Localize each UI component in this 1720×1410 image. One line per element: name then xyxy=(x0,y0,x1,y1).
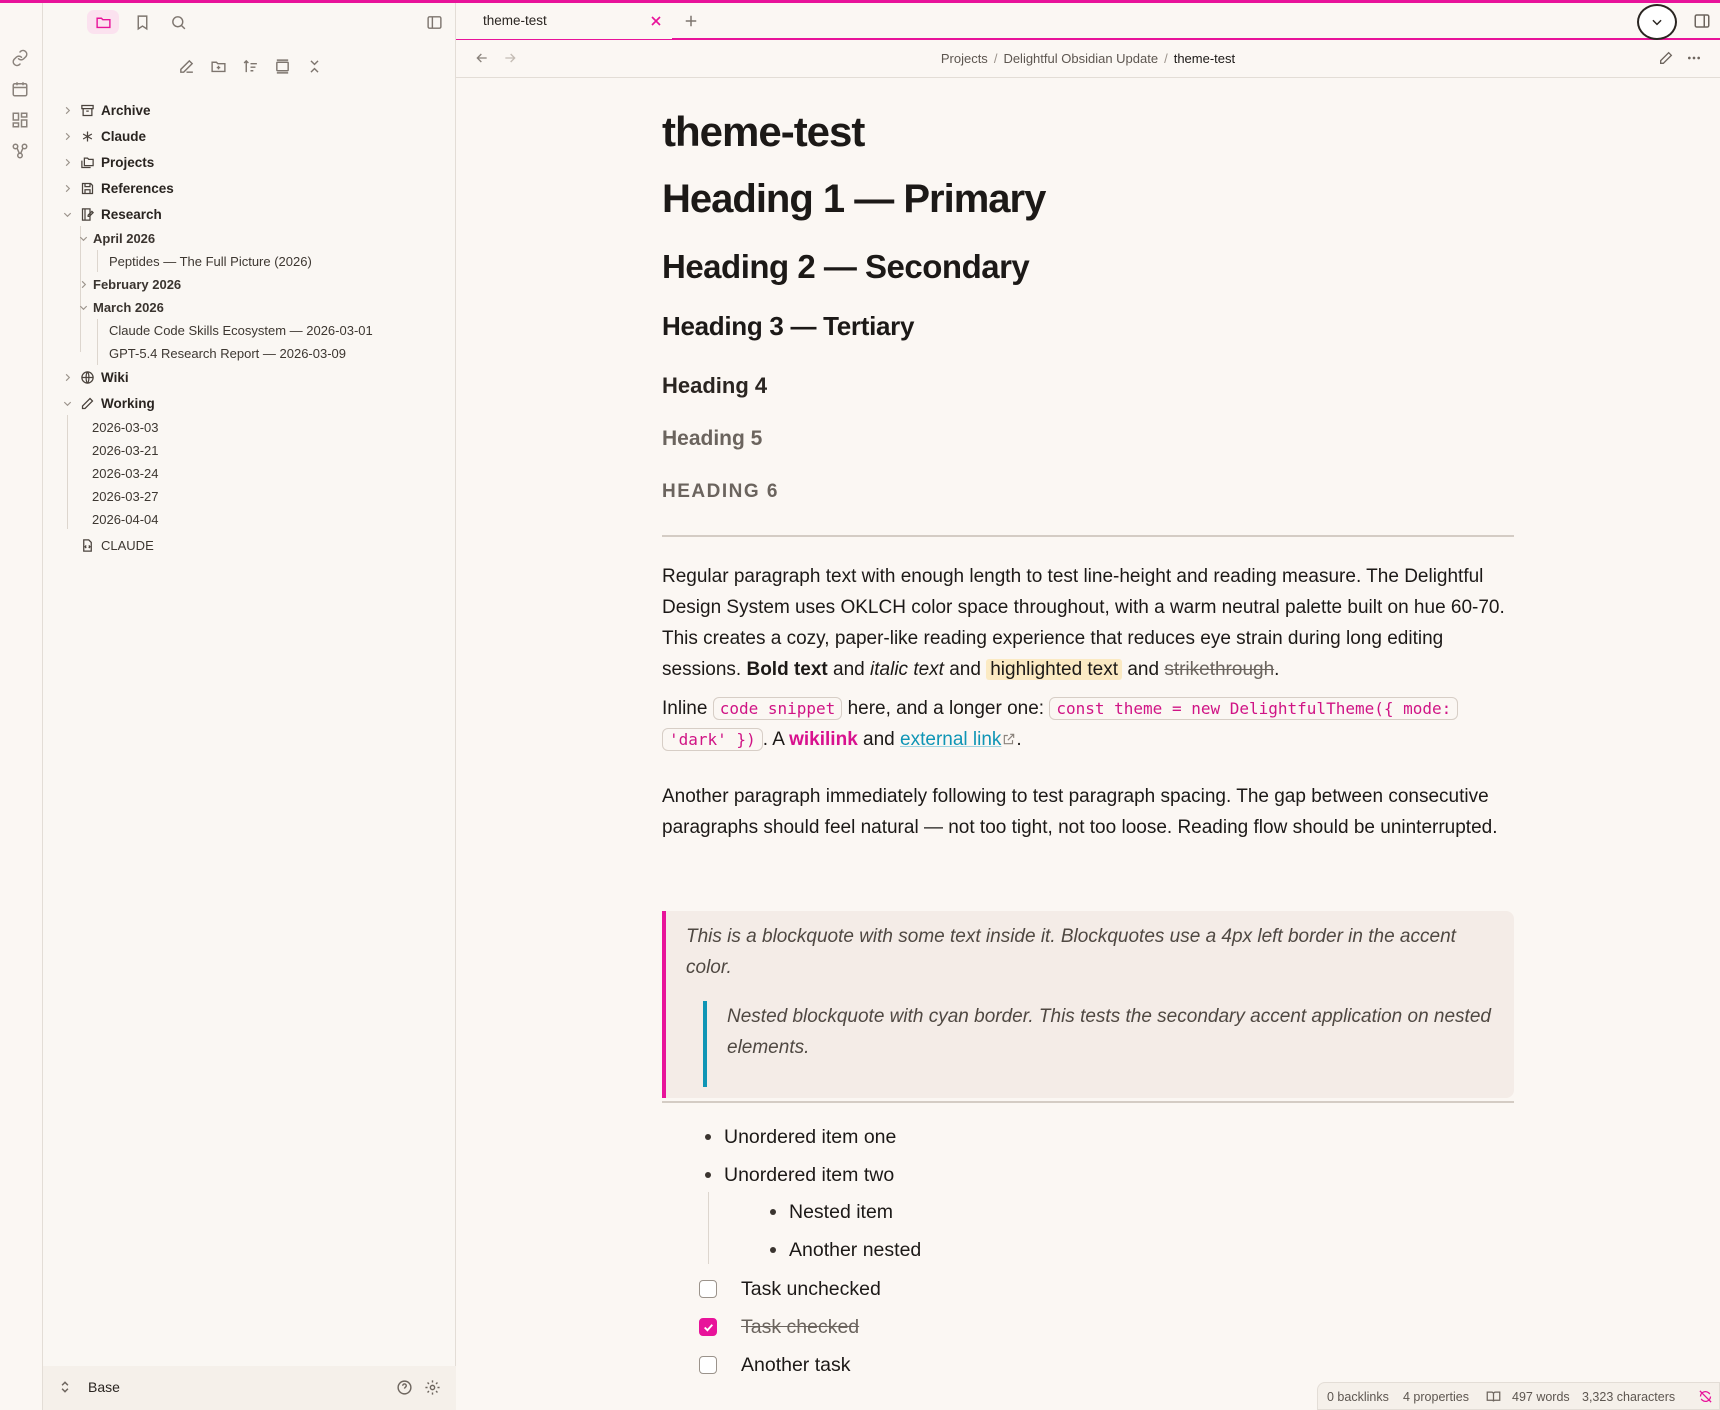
tree-folder-references[interactable] xyxy=(60,176,174,200)
task-checkbox[interactable] xyxy=(699,1356,717,1374)
paragraph-text: and xyxy=(827,659,871,680)
tree-file-claude[interactable] xyxy=(74,533,154,557)
paragraph-text: Regular paragraph text with enough length to test line-height and reading measure. The Delightful Design System uses OKLCH color space throughout, with a warm neutral palette built on hue 60-70. This creates a cozy, paper-like reading experience that reduces eye strain during long editing sessions. xyxy=(662,566,1505,680)
vault-name: Base xyxy=(88,1379,120,1395)
task-text: Task checked xyxy=(741,1315,860,1338)
tree-label: Archive xyxy=(101,102,151,118)
save-icon xyxy=(80,180,98,196)
breadcrumb-item[interactable]: Delightful Obsidian Update xyxy=(1003,51,1159,66)
tree-file-working-1[interactable] xyxy=(89,415,159,439)
search-icon[interactable] xyxy=(164,10,192,34)
task-text: Another task xyxy=(741,1353,851,1376)
tree-label: Working xyxy=(101,395,155,411)
chevron-down-icon xyxy=(76,231,90,245)
strikethrough-text: strikethrough xyxy=(1164,659,1275,680)
chevron-down-icon xyxy=(60,207,74,221)
folder-icon[interactable] xyxy=(87,10,119,34)
breadcrumb-item[interactable]: Projects xyxy=(940,51,988,66)
folders-icon xyxy=(80,154,98,170)
task-checkbox[interactable] xyxy=(699,1280,717,1298)
list-item-text: Unordered item one xyxy=(724,1125,897,1148)
nested-list-item xyxy=(770,1236,921,1264)
task-item xyxy=(699,1313,859,1341)
tree-guide-line xyxy=(97,319,98,365)
edit-icon[interactable] xyxy=(1658,50,1676,68)
paragraph-1 xyxy=(662,561,1514,685)
bullet xyxy=(770,1247,776,1253)
paragraph-text: and xyxy=(857,729,901,750)
nested-blockquote-text: Nested blockquote with cyan border. This tests the secondary accent application on nested elements. xyxy=(727,1006,1491,1058)
tree-folder-claude[interactable] xyxy=(60,124,146,148)
ribbon xyxy=(0,3,43,1410)
graph-icon[interactable] xyxy=(11,142,31,162)
vault-switcher-bar xyxy=(43,1366,456,1410)
bullet xyxy=(705,1172,711,1178)
tree-label: 2026-03-27 xyxy=(92,488,159,504)
italic-text: italic text xyxy=(870,659,944,680)
horizontal-rule xyxy=(662,535,1514,537)
external-link-icon xyxy=(1002,732,1016,746)
inline-code: code snippet xyxy=(713,697,843,720)
pencil-icon xyxy=(80,395,98,411)
chevron-down-icon xyxy=(1650,15,1664,29)
tree-label: February 2026 xyxy=(93,276,182,292)
tree-file-claude-code-skills[interactable] xyxy=(106,318,373,342)
vault-switcher[interactable] xyxy=(58,1379,120,1395)
properties-count[interactable]: 4 properties xyxy=(1403,1390,1470,1404)
tree-label: Projects xyxy=(101,154,155,170)
tree-file-working-5[interactable] xyxy=(89,507,159,531)
breadcrumb-separator: / xyxy=(993,51,998,66)
plus-icon[interactable] xyxy=(682,12,700,30)
globe-icon xyxy=(80,369,98,385)
sync-off-icon[interactable] xyxy=(1698,1389,1714,1405)
collapse-all-icon[interactable] xyxy=(303,55,325,77)
tree-label: March 2026 xyxy=(93,299,164,315)
tab-theme-test[interactable] xyxy=(456,3,672,39)
paragraph-2 xyxy=(662,693,1514,755)
tree-label: Wiki xyxy=(101,369,129,385)
paragraph-text: here, and a longer one: xyxy=(842,698,1050,719)
tree-folder-projects[interactable] xyxy=(60,150,154,174)
sort-icon[interactable] xyxy=(239,55,261,77)
sidebar-top-bar xyxy=(43,3,456,39)
tab-label: theme-test xyxy=(483,13,547,28)
tree-label: 2026-03-24 xyxy=(92,465,159,481)
tree-folder-february-2026[interactable] xyxy=(76,272,181,296)
tab-bar xyxy=(456,3,1720,40)
sidebar-toggle-icon[interactable] xyxy=(420,10,448,34)
highlighted-text: highlighted text xyxy=(986,659,1122,680)
tree-file-working-3[interactable] xyxy=(89,461,159,485)
list-item-text: Unordered item two xyxy=(724,1163,895,1186)
tree-folder-archive[interactable] xyxy=(60,98,151,122)
blockquote xyxy=(662,911,1514,1098)
new-folder-icon[interactable] xyxy=(207,55,229,77)
notebook-pen-icon xyxy=(80,206,98,222)
external-link[interactable] xyxy=(900,729,1016,750)
tree-label: Peptides — The Full Picture (2026) xyxy=(109,253,312,269)
note-title[interactable]: theme-test xyxy=(662,108,865,155)
book-open-icon[interactable] xyxy=(1486,1389,1502,1405)
file-explorer-sidebar xyxy=(43,3,456,1410)
chevron-right-icon xyxy=(76,277,90,291)
view-header xyxy=(456,40,1720,78)
more-options-icon[interactable] xyxy=(1686,50,1704,68)
inline-code: const theme = new DelightfulTheme({ mode: xyxy=(1049,697,1458,720)
breadcrumb xyxy=(456,51,1720,66)
paragraph-text: . A xyxy=(762,729,790,750)
tree-label: CLAUDE xyxy=(101,537,154,553)
breadcrumb-separator: / xyxy=(1164,51,1168,66)
tab-list-button[interactable] xyxy=(1637,4,1677,40)
close-icon[interactable] xyxy=(648,13,664,29)
tree-label: 2026-03-21 xyxy=(92,442,159,458)
paragraph-text: and xyxy=(943,659,987,680)
status-bar xyxy=(1317,1382,1720,1410)
archive-icon xyxy=(80,102,98,118)
nested-blockquote xyxy=(703,1001,1503,1087)
tree-file-peptides[interactable] xyxy=(106,249,312,273)
tree-label: References xyxy=(101,180,174,196)
heading-1: Heading 1 — Primary xyxy=(662,177,1046,221)
paragraph-text: and xyxy=(1122,659,1165,680)
tree-folder-wiki[interactable] xyxy=(60,365,129,389)
tree-folder-april-2026[interactable] xyxy=(76,226,155,250)
tree-label: 2026-04-04 xyxy=(92,511,159,527)
tree-label: Claude Code Skills Ecosystem — 2026-03-01 xyxy=(109,322,373,338)
tree-guide-line xyxy=(67,415,68,529)
breadcrumb-current[interactable]: theme-test xyxy=(1173,51,1236,66)
tree-label: Research xyxy=(101,206,162,222)
heading-3: Heading 3 — Tertiary xyxy=(662,311,915,341)
chevron-right-icon xyxy=(60,181,74,195)
list-item-text: Nested item xyxy=(789,1200,894,1223)
tree-label: GPT-5.4 Research Report — 2026-03-09 xyxy=(109,345,347,361)
backlinks-count[interactable]: 0 backlinks xyxy=(1327,1390,1389,1404)
bullet xyxy=(705,1134,711,1140)
bold-text: Bold text xyxy=(746,659,828,680)
chevron-down-icon xyxy=(60,396,74,410)
task-item xyxy=(699,1275,881,1303)
blockquote-text: This is a blockquote with some text inside it. Blockquotes use a 4px left border in the accent color. xyxy=(686,926,1456,978)
asterisk-icon xyxy=(80,128,98,144)
list-item xyxy=(705,1161,894,1189)
dashboard-icon[interactable] xyxy=(11,111,31,131)
list-guide-line xyxy=(708,1192,709,1264)
horizontal-rule xyxy=(662,1101,1514,1103)
tree-file-working-2[interactable] xyxy=(89,438,159,462)
check-icon xyxy=(702,1321,715,1334)
tree-folder-march-2026[interactable] xyxy=(76,295,164,319)
calendar-icon[interactable] xyxy=(11,80,31,100)
right-sidebar-toggle-icon[interactable] xyxy=(1693,12,1713,32)
chevron-right-icon xyxy=(60,370,74,384)
nested-list-item xyxy=(770,1198,893,1226)
chevron-right-icon xyxy=(60,103,74,117)
heading-5: Heading 5 xyxy=(662,427,763,450)
chevron-right-icon xyxy=(60,129,74,143)
new-note-icon[interactable] xyxy=(175,55,197,77)
auto-reveal-icon[interactable] xyxy=(271,55,293,77)
chevron-down-icon xyxy=(76,300,90,314)
paragraph-text: . xyxy=(1274,659,1280,680)
bookmark-icon[interactable] xyxy=(128,10,156,34)
task-checkbox[interactable] xyxy=(699,1318,717,1336)
link-icon[interactable] xyxy=(11,49,31,69)
list-item xyxy=(705,1123,896,1151)
tree-guide-line xyxy=(97,250,98,272)
paragraph-3: Another paragraph immediately following to test paragraph spacing. The gap between consecutive paragraphs should feel natural — not too tight, not too loose. Reading flow should be uninterrupted. xyxy=(662,786,1498,838)
task-text: Task unchecked xyxy=(741,1277,881,1300)
word-count: 497 words xyxy=(1512,1390,1570,1404)
task-item xyxy=(699,1351,850,1379)
paragraph-text: . xyxy=(1016,729,1022,750)
tree-folder-working[interactable] xyxy=(60,391,155,415)
character-count: 3,323 characters xyxy=(1582,1390,1676,1404)
tree-label: April 2026 xyxy=(93,230,156,246)
list-item-text: Another nested xyxy=(789,1238,922,1261)
heading-6: HEADING 6 xyxy=(662,481,779,502)
tree-file-working-4[interactable] xyxy=(89,484,159,508)
heading-2: Heading 2 — Secondary xyxy=(662,248,1030,285)
heading-4: Heading 4 xyxy=(662,373,768,398)
explorer-actions xyxy=(43,55,456,83)
help-icon[interactable] xyxy=(396,1379,414,1397)
paragraph-text: Inline xyxy=(662,698,713,719)
inline-code: 'dark' }) xyxy=(662,728,763,751)
external-link-text: external link xyxy=(900,729,1002,750)
file-code-icon xyxy=(80,537,98,553)
wikilink[interactable]: wikilink xyxy=(789,729,858,750)
chevron-right-icon xyxy=(60,155,74,169)
tree-label: 2026-03-03 xyxy=(92,419,159,435)
tree-file-gpt-report[interactable] xyxy=(106,341,346,365)
tree-folder-research[interactable] xyxy=(60,202,162,226)
tree-label: Claude xyxy=(101,128,147,144)
chevrons-up-down-icon xyxy=(58,1380,72,1394)
bullet xyxy=(770,1209,776,1215)
settings-icon[interactable] xyxy=(424,1379,442,1397)
